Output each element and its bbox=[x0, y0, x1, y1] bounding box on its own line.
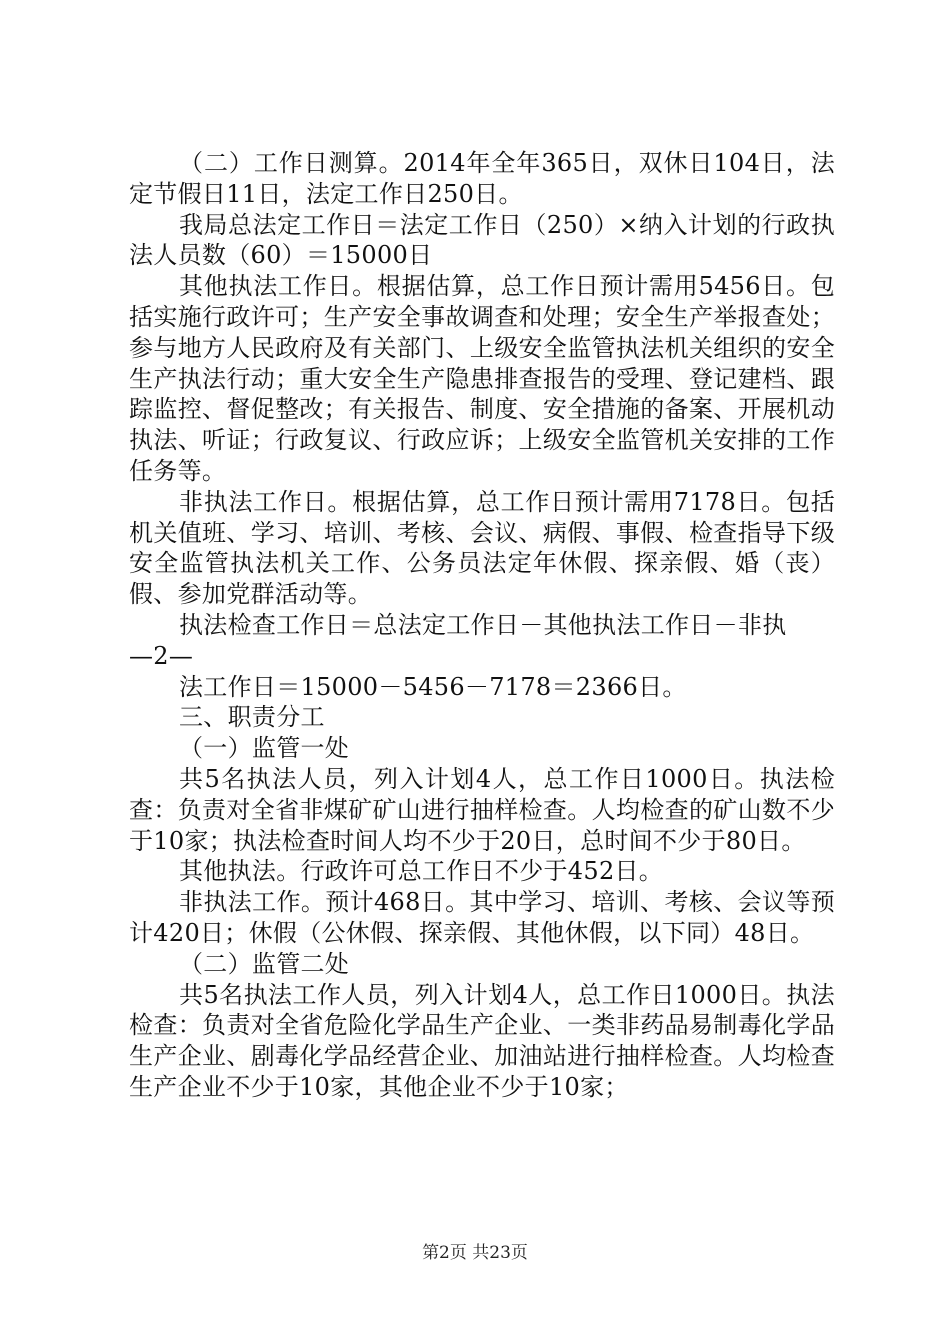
page-break-marker: —2— bbox=[129, 641, 194, 670]
paragraph-division-two-inspection: 共5名执法工作人员，列入计划4人，总工作日1000日。执法检查：负责对全省危险化学品生产企业、一类非药品易制毒化学品生产企业、剧毒化学品经营企业、加油站进行抽样检查。人均检查生产企业不少于10家，其他企业不少于10家； bbox=[129, 980, 835, 1101]
paragraph-division-one-inspection: 共5名执法人员，列入计划4人，总工作日1000日。执法检查：负责对全省非煤矿矿山进行抽样检查。人均检查的矿山数不少于10家；执法检查时间人均不少于20日，总时间不少于80日。 bbox=[129, 764, 835, 855]
paragraph-total-legal-workdays: 我局总法定工作日＝法定工作日（250）×纳入计划的行政执法人员数（60）＝15000日 bbox=[129, 210, 835, 270]
paragraph-other-enforcement-days: 其他执法工作日。根据估算，总工作日预计需用5456日。包括实施行政许可；生产安全事故调查和处理；安全生产举报查处；参与地方人民政府及有关部门、上级安全监管执法机关组织的安全生产执法行动；重大安全生产隐患排查报告的受理、登记建档、跟踪监控、督促整改；有关报告、制度、安全措施的备案、开展机动执法、听证；行政复议、行政应诉；上级安全监管机关安排的工作任务等。 bbox=[129, 272, 835, 485]
paragraph-inspection-days-result: 法工作日＝15000－5456－7178＝2366日。 bbox=[179, 672, 687, 701]
paragraph-non-enforcement-days: 非执法工作日。根据估算，总工作日预计需用7178日。包括机关值班、学习、培训、考核、会议、病假、事假、检查指导下级安全监管执法机关工作、公务员法定年休假、探亲假、婚（丧）假、参加党群活动等。 bbox=[129, 487, 835, 609]
paragraph-division-one-non-enforcement: 非执法工作。预计468日。其中学习、培训、考核、会议等预计420日；休假（公休假、探亲假、其他休假，以下同）48日。 bbox=[129, 888, 835, 947]
paragraph-workday-calculation: （二）工作日测算。2014年全年365日，双休日104日，法定节假日11日，法定工作日250日。 bbox=[129, 149, 835, 208]
paragraph-division-one-other: 其他执法。行政许可总工作日不少于452日。 bbox=[179, 857, 664, 886]
section-heading-duties: 三、职责分工 bbox=[179, 703, 325, 732]
page-number-footer: 第2页 共23页 bbox=[422, 1243, 528, 1263]
document-body bbox=[129, 148, 835, 1103]
paragraph-inspection-days-formula: 执法检查工作日＝总法定工作日－其他执法工作日－非执 bbox=[179, 610, 787, 639]
subheading-division-one: （一）监管一处 bbox=[179, 734, 350, 763]
subheading-division-two: （二）监管二处 bbox=[179, 949, 350, 978]
